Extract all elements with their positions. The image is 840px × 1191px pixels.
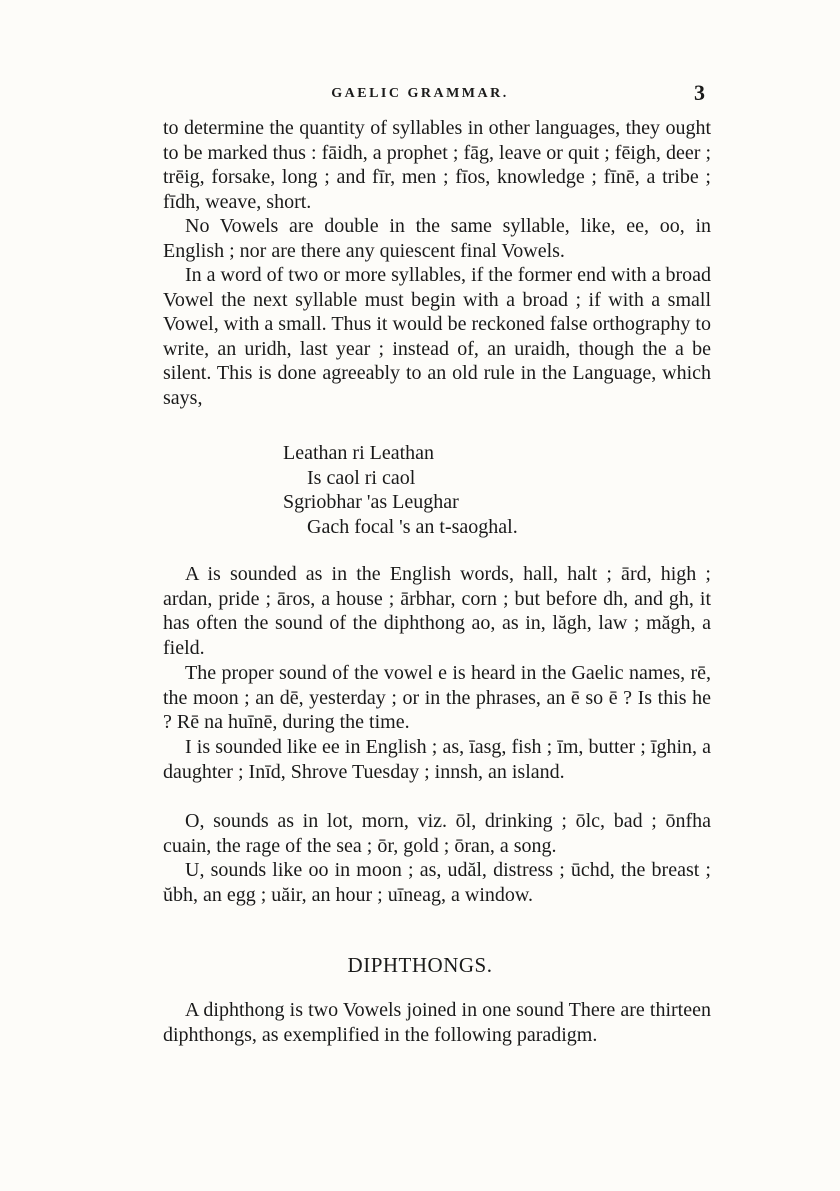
paragraph-vowel-a: A is sounded as in the English words, hall, halt ; ārd, high ; ardan, pride ; āros, a house ; ārbhar, corn ; but before dh, and gh, it has often the sound of the diphthong ao, as in, lăgh, law ; măgh, a field. [163, 563, 711, 659]
section-heading: DIPHTHONGS. [347, 953, 493, 977]
verse-line: Gach focal 's an t-saoghal. [307, 515, 518, 538]
paragraph-quantity-marking: to determine the quantity of syllables in other languages, they ought to be marked thus : fāidh, a prophet ; fāg, leave or quit ; fēigh, deer ; trēig, forsake, long ; and fīr, men ; fīos, knowledge ; fīnē, a tribe ; fīdh, weave, short. [163, 117, 711, 213]
paragraph-no-double-vowels: No Vowels are double in the same syllable, like, ee, oo, in English ; nor are there any quiescent final Vowels. [163, 215, 711, 262]
running-header: GAELIC GRAMMAR. [331, 86, 509, 101]
paragraph-vowel-o: O, sounds as in lot, morn, viz. ōl, drinking ; ōlc, bad ; ōnfha cuain, the rage of the sea ; ōr, gold ; ōran, a song. [163, 810, 711, 857]
paragraph-vowel-u: U, sounds like oo in moon ; as, udăl, distress ; ūchd, the breast ; ŭbh, an egg ; uăir, an hour ; uīneag, a window. [163, 859, 711, 906]
page-number: 3 [694, 80, 705, 105]
verse-line: Is caol ri caol [307, 466, 416, 489]
paragraph-vowel-i: I is sounded like ee in English ; as, īasg, fish ; īm, butter ; īghin, a daughter ; Inīd, Shrove Tuesday ; innsh, an island. [163, 736, 711, 783]
verse-line: Leathan ri Leathan [283, 442, 435, 464]
verse-rule [283, 441, 518, 539]
paragraph-vowel-e: The proper sound of the vowel e is heard in the Gaelic names, rē, the moon ; an dē, yesterday ; or in the phrases, an ē so ē ? Is this he ? Rē na huīnē, during the time. [163, 662, 711, 734]
verse-line: Sgriobhar 'as Leughar [283, 491, 459, 514]
paragraph-broad-small-rule: In a word of two or more syllables, if the former end with a broad Vowel the next syllable must begin with a broad ; if with a small Vowel, with a small. Thus it would be reckoned false orthography to write, an uridh, last year ; instead of, an uraidh, though the a be silent. This is done agreeably to an old rule in the Language, which says, [163, 264, 711, 409]
paragraph-diphthong-definition: A diphthong is two Vowels joined in one sound There are thirteen diphthongs, as exemplified in the following paradigm. [163, 999, 711, 1046]
